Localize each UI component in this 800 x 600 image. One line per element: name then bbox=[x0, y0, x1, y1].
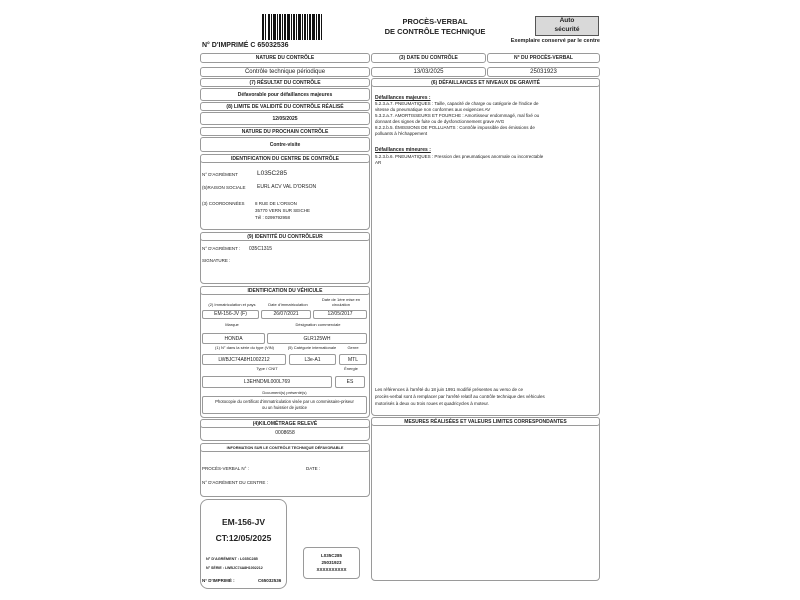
stamp-line1: Auto bbox=[559, 17, 575, 24]
defavorable-agrement-label: N° D'AGRÉMENT DU CENTRE : bbox=[202, 480, 268, 485]
controleur-agrement-label: N° D'AGRÉMENT : bbox=[202, 246, 241, 251]
numero-pv-header: N° DU PROCÈS-VERBAL bbox=[487, 53, 600, 63]
limite-value: 12/05/2025 bbox=[200, 112, 370, 125]
vehicule-header: IDENTIFICATION DU VÉHICULE bbox=[200, 286, 370, 295]
date-circ-label: Date de 1ère mise en circulation bbox=[321, 297, 361, 307]
mesures-header: MESURES RÉALISÉES ET VALEURS LIMITES CORRESPONDANTES bbox=[371, 417, 600, 426]
genre-value: MTL bbox=[339, 354, 367, 365]
vin-value: LWBJC74A8H1002212 bbox=[202, 354, 286, 365]
immat-label: (2) Immatriculation et pays bbox=[208, 302, 256, 307]
genre-label: Genre bbox=[347, 345, 359, 350]
documents-value: Photocopie du certificat d'immatriculation visée par un commissaire-priseur ou un huissier de justice bbox=[202, 396, 367, 414]
controleur-agrement: 035C1315 bbox=[249, 246, 273, 252]
majeures-line-1: vitesse du pneumatique non conformes aux exigences AV bbox=[375, 107, 491, 112]
marque-label: Marque bbox=[225, 322, 239, 327]
nature-value: Contrôle technique périodique bbox=[200, 67, 370, 77]
mesures-box bbox=[371, 417, 600, 581]
controleur-header: (9) IDENTITÉ DU CONTRÔLEUR bbox=[200, 232, 370, 241]
majeures-line-4: 8.2.2.b.5. ÉMISSIONS DE POLLUANTS : Contrôle impossible des émissions de bbox=[375, 125, 535, 130]
cnit-label: Type / CNIT bbox=[256, 366, 278, 371]
resultat-header: (7) RÉSULTAT DU CONTRÔLE bbox=[200, 78, 370, 87]
references-line-1: procès-verbal sont à remplacer par l'arrêté relatif au contrôle technique des véhicules bbox=[375, 394, 545, 399]
defavorable-pv-label: PROCÈS-VERBAL N° : bbox=[202, 466, 249, 471]
defavorable-header: INFORMATION SUR LE CONTRÔLE TECHNIQUE DÉFAVORABLE bbox=[200, 443, 370, 452]
majeures-line-5: polluants à l'échappement bbox=[375, 131, 428, 136]
document-title-line2: DE CONTRÔLE TECHNIQUE bbox=[384, 27, 486, 36]
defavorable-date-label: DATE : bbox=[306, 466, 321, 471]
date-controle-header: (3) DATE DU CONTRÔLE bbox=[371, 53, 486, 63]
designation-label: Désignation commerciale bbox=[295, 322, 341, 327]
date-circ-value: 12/05/2017 bbox=[313, 310, 367, 319]
kilometrage-value: 0008658 bbox=[275, 430, 295, 436]
vignette-imprime-value: C65032536 bbox=[258, 578, 282, 583]
centre-addr2: 35770 VERN SUR SEICHE bbox=[255, 208, 311, 213]
resultat-value: Défavorable pour défaillances majeures bbox=[200, 88, 370, 101]
centre-header: IDENTIFICATION DU CENTRE DE CONTRÔLE bbox=[200, 154, 370, 163]
barcode bbox=[262, 14, 322, 40]
date-controle-value: 13/03/2025 bbox=[371, 67, 486, 77]
categorie-label: (5) Catégorie internationale bbox=[287, 345, 337, 350]
majeures-line-3: donnant des signes de fuite ou de dysfonctionnement grave AVG bbox=[375, 119, 505, 124]
centre-agrement: L035C285 bbox=[257, 170, 287, 177]
document-title-line1: PROCÈS-VERBAL bbox=[402, 17, 468, 26]
stamp-line2: sécurité bbox=[554, 25, 580, 33]
defaillances-header: (6) DÉFAILLANCES ET NIVEAUX DE GRAVITÉ bbox=[371, 78, 600, 87]
documents-label: Document(s) présenté(s) bbox=[262, 390, 307, 395]
energie-value: ES bbox=[335, 376, 365, 388]
controleur-signature-label: SIGNATURE : bbox=[202, 258, 231, 263]
references-line-2: motorisés à deux ou trois roues et quadricycles à moteur. bbox=[375, 401, 490, 406]
vignette-box bbox=[200, 499, 287, 589]
copy-note: Exemplaire conservé par le centre bbox=[510, 38, 600, 44]
centre-raison: EURL ACV VAL D'ORSON bbox=[257, 184, 317, 190]
small-box-line3: XXXXXXXXXX bbox=[316, 567, 347, 572]
centre-tel: Tél : 0299792958 bbox=[255, 215, 291, 220]
vin-label: (1) N° dans la série du type (VIN) bbox=[215, 345, 274, 350]
prochain-header: NATURE DU PROCHAIN CONTRÔLE bbox=[200, 127, 370, 136]
centre-agrement-label: N° D'AGRÉMENT bbox=[202, 172, 238, 177]
small-box-line2: 25031923 bbox=[321, 560, 342, 565]
majeures-line-0: 5.2.3.a.7. PNEUMATIQUES : Taille, capacité de charge ou catégorie de l'indice de bbox=[375, 101, 539, 106]
energie-label: Énergie bbox=[344, 366, 358, 371]
mineures-line-0: 5.2.3.b.6. PNEUMATIQUES : Pression des pneumatiques anormale ou incorrectable bbox=[375, 154, 544, 159]
vignette-serie: N° SÉRIE : LWBJC74A8H1002212 bbox=[206, 566, 263, 570]
immat-value: EM-156-JV (F) bbox=[202, 310, 259, 319]
numero-pv-value: 25031923 bbox=[487, 67, 600, 77]
nature-header: NATURE DU CONTRÔLE bbox=[200, 53, 370, 63]
vignette-imprime-label: N° D'IMPRIMÉ : bbox=[202, 578, 235, 583]
centre-coord-label: (3) COORDONNÉES bbox=[202, 201, 245, 206]
centre-raison-label: (5)RAISON SOCIALE bbox=[202, 185, 246, 190]
majeures-title: Défaillances majeures : bbox=[375, 95, 431, 101]
vignette-immat: EM-156-JV bbox=[222, 517, 265, 527]
centre-addr1: 8 RUE DE L'ORSON bbox=[255, 201, 297, 206]
references-line-0: Les références à l'arrêté du 18 juin 1991 modifié présentes au verso de ce bbox=[375, 387, 523, 392]
autosecurite-stamp bbox=[535, 16, 599, 36]
date-immat-value: 26/07/2021 bbox=[261, 310, 311, 319]
imprime-number: N° D'IMPRIMÉ C 65032536 bbox=[202, 42, 289, 49]
date-immat-label: Date d'immatriculation bbox=[268, 302, 308, 307]
kilometrage-header: (4)KILOMÉTRAGE RELEVÉ bbox=[200, 419, 370, 428]
vignette-agrement: N° D'AGRÉMENT : L035C285 bbox=[206, 557, 258, 561]
vignette-ct: CT:12/05/2025 bbox=[215, 533, 272, 543]
designation-value: GLR125WH bbox=[267, 333, 367, 344]
small-box-line1: L035C285 bbox=[320, 553, 342, 558]
majeures-line-2: 5.3.2.a.7. AMORTISSEURS ET FOURCHE : Amortisseur endommagé, mal fixé ou bbox=[375, 113, 540, 118]
mineures-line-1: AR bbox=[375, 160, 382, 165]
cnit-value: L3EHNDML000L769 bbox=[202, 376, 332, 388]
prochain-value: Contre-visite bbox=[200, 137, 370, 152]
mineures-title: Défaillances mineures : bbox=[375, 147, 431, 153]
limite-header: (8) LIMITE DE VALIDITÉ DU CONTRÔLE RÉALISÉ bbox=[200, 102, 370, 111]
categorie-value: L3e-A1 bbox=[289, 354, 336, 365]
marque-value: HONDA bbox=[202, 333, 265, 344]
